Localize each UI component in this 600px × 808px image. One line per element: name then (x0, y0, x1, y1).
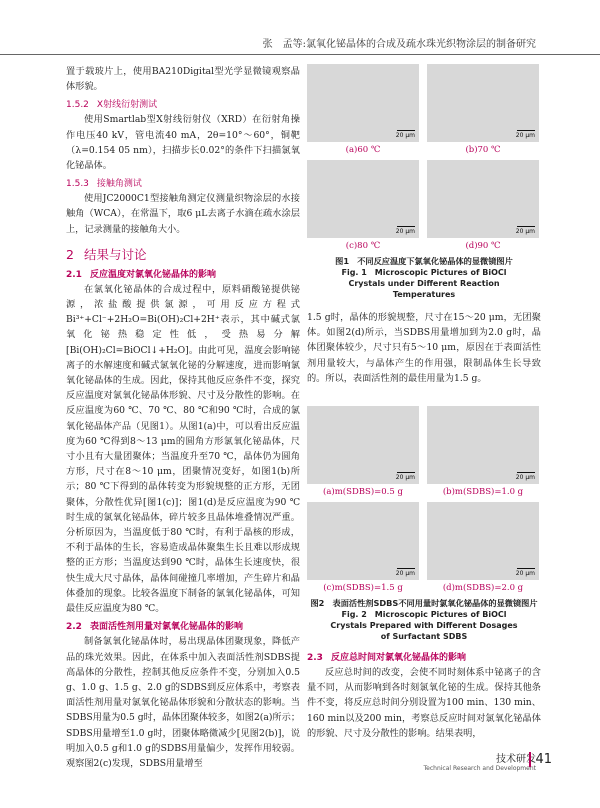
micrograph-panel (427, 64, 539, 156)
section-heading: 2.2 表面活性剂用量对氯氧化铋晶体的影响 (66, 622, 243, 633)
micrograph-panel (307, 406, 419, 498)
figure-caption-en: Fig. 1 Microscopic Pictures of BiOCl Crystals under Different Reaction Temperatures (341, 268, 507, 299)
journal-footer (424, 750, 536, 772)
paragraph: 使用Smartlab型X射线衍射仪（XRD）在衍射角操作电压40 kV，管电流40 mA，2θ=10°～60°，铜靶（λ=0.154 05 nm），扫描步长0.02°的条件下扫描氯氧化铋晶体。 (66, 114, 300, 172)
paragraph: 使用JC2000C1型接触角测定仪测量织物涂层的水接触角（WCA），在常温下，取6 μL去离子水滴在疏水涂层上，记录测量的接触角大小。 (66, 193, 300, 235)
section-heading: 1.5.2 X射线衍射测试 (66, 100, 158, 111)
figure-caption-cn: 图1 不同反应温度下氯氧化铋晶体的显微镜图片 (335, 256, 513, 266)
panel-label: (c)80 ℃ (345, 241, 381, 251)
micrograph-image: 20 μm (427, 64, 539, 142)
micrograph-image: 20 μm (307, 160, 419, 238)
section-heading: 2 结果与讨论 (66, 246, 147, 262)
micrograph-image: 20 μm (427, 160, 539, 238)
section-heading: 2.1 反应温度对氯氧化铋晶体的影响 (66, 269, 216, 280)
right-column (307, 64, 541, 741)
micrograph-panel (427, 406, 539, 498)
running-head: 张 孟等:氯氧化铋晶体的合成及疏水珠光织物涂层的制备研究 (0, 36, 600, 55)
micrograph-panel (427, 160, 539, 252)
figure-caption-en: Fig. 2 Microscopic Pictures of BiOCl Crystals Prepared with Different Dosages of Surfactant SDBS (330, 610, 518, 642)
micrograph-panel (427, 502, 539, 594)
panel-label: (a)60 ℃ (345, 145, 381, 155)
panel-label: (c)m(SDBS)=1.5 g (323, 583, 403, 594)
paragraph: 在氯氧化铋晶体的合成过程中，原料硝酸铋提供铋源，浓盐酸提供氯源，可用反应方程式Bi³⁺+Cl⁻+2H₂O=Bi(OH)₂Cl+2H⁺表示，其中碱式氯氧化铋热稳定性低，受热易分解[Bi(OH)₂Cl=BiOCl↓+H₂O]。由此可见，温度会影响铋离子的水解速度和碱式氯氧化铋的分解速度，进而影响氯氧化铋晶体的生成。因此，保持其他反应条件不变，探究反应温度对氯氧化铋晶体形貌、尺寸及分散性的影响。在反应温度为60 ℃、70 ℃、80 ℃和90 ℃时，合成的氯氧化铋晶体产品（见图1）。从图1(a)中，可以看出反应温度为60 ℃得到8～13 μm的圆角方形氯氧化铋晶体，尺寸小且有大量团聚体；当温度升至70 ℃，晶体仍为圆角方形，尺寸在8～10 μm，团聚情况变好，如图1(b)所示；80 ℃下得到的晶体转变为形貌规整的正方形，无团聚体，分散性优异[图1(c)]；图1(d)是反应温度为90 ℃时生成的氯氧化铋晶体，碎片较多且晶体堆叠情况严重。分析原因为，当温度低于80 ℃时，有利于晶核的形成，不利于晶体的生长，容易造成晶体聚集生长且难以形成规整的正方形；当温度达到90 ℃时，晶体生长速度快，很快生成大尺寸晶体，晶体间碰撞几率增加，产生碎片和晶体叠加的现象。比较各温度下制备的氯氧化铋晶体，可知最佳反应温度为80 ℃。 (66, 283, 300, 615)
section-heading: 1.5.3 接触角测试 (66, 179, 142, 190)
journal-name: 技术研发 (496, 754, 536, 765)
figure-caption-cn: 图2 表面活性剂SDBS不同用量时氯氧化铋晶体的显微镜图片 (310, 598, 538, 609)
paragraph: 1.5 g时，晶体的形貌规整，尺寸在15～20 μm，无团聚体。如图2(d)所示，当SDBS用量增加到为2.0 g时，晶体团聚体较少，尺寸只有5～10 μm，原因在于表面活性剂用量较大，与晶体产生的作用强，限制晶体生长导致的。所以，表面活性剂的最佳用量为1.5 g。 (307, 312, 541, 384)
page-number: 41 (529, 752, 552, 767)
figure-1 (307, 64, 541, 300)
panel-label: (d)m(SDBS)=2.0 g (442, 583, 524, 594)
journal-name-en: Technical Research and Development (423, 765, 536, 772)
micrograph-image: 20 μm (427, 406, 539, 484)
panel-label: (a)m(SDBS)=0.5 g (323, 487, 403, 498)
left-column (66, 64, 300, 771)
figure-2 (307, 406, 541, 642)
micrograph-panel (307, 64, 419, 156)
paragraph: 置于载玻片上，使用BA210Digital型光学显微镜观察晶体形貌。 (66, 66, 300, 93)
micrograph-image: 20 μm (427, 502, 539, 580)
panel-label: (b)m(SDBS)=1.0 g (442, 487, 524, 498)
paragraph: 制备氯氧化铋晶体时，易出现晶体团聚现象，降低产品的珠光效果。因此，在体系中加入表面活性剂SDBS提高晶体的分散性，控制其他反应条件不变，分别加入0.5 g、1.0 g、1.5 g、2.0 g的SDBS到反应体系中，考察表面活性剂用量对氯氧化铋晶体形貌和分散状态的影响。当SDBS用量为0.5 g时，晶体团聚体较多，如图2(a)所示；SDBS用量增至1.0 g时，团聚体略微减少[见图2(b)]，说明加入0.5 g和1.0 g的SDBS用量偏少，发挥作用较弱。观察图2(c)发现，SDBS用量增至 (66, 636, 300, 769)
micrograph-image: 20 μm (307, 406, 419, 484)
panel-label: (d)90 ℃ (465, 241, 501, 251)
micrograph-image: 20 μm (307, 64, 419, 142)
micrograph-image: 20 μm (307, 502, 419, 580)
panel-label: (b)70 ℃ (465, 145, 501, 155)
micrograph-panel (307, 502, 419, 594)
micrograph-panel (307, 160, 419, 252)
paragraph: 反应总时间的改变，会使不同时刻体系中铋离子的含量不同，从而影响到各时刻氯氧化铋的生成。保持其他条件不变，将反应总时间分别设置为100 min、130 min、160 min以及200 min，考察总反应时间对氯氧化铋晶体的形貌、尺寸及分散性的影响。结果表明， (307, 667, 541, 739)
section-heading: 2.3 反应总时间对氯氧化铋晶体的影响 (307, 653, 466, 664)
